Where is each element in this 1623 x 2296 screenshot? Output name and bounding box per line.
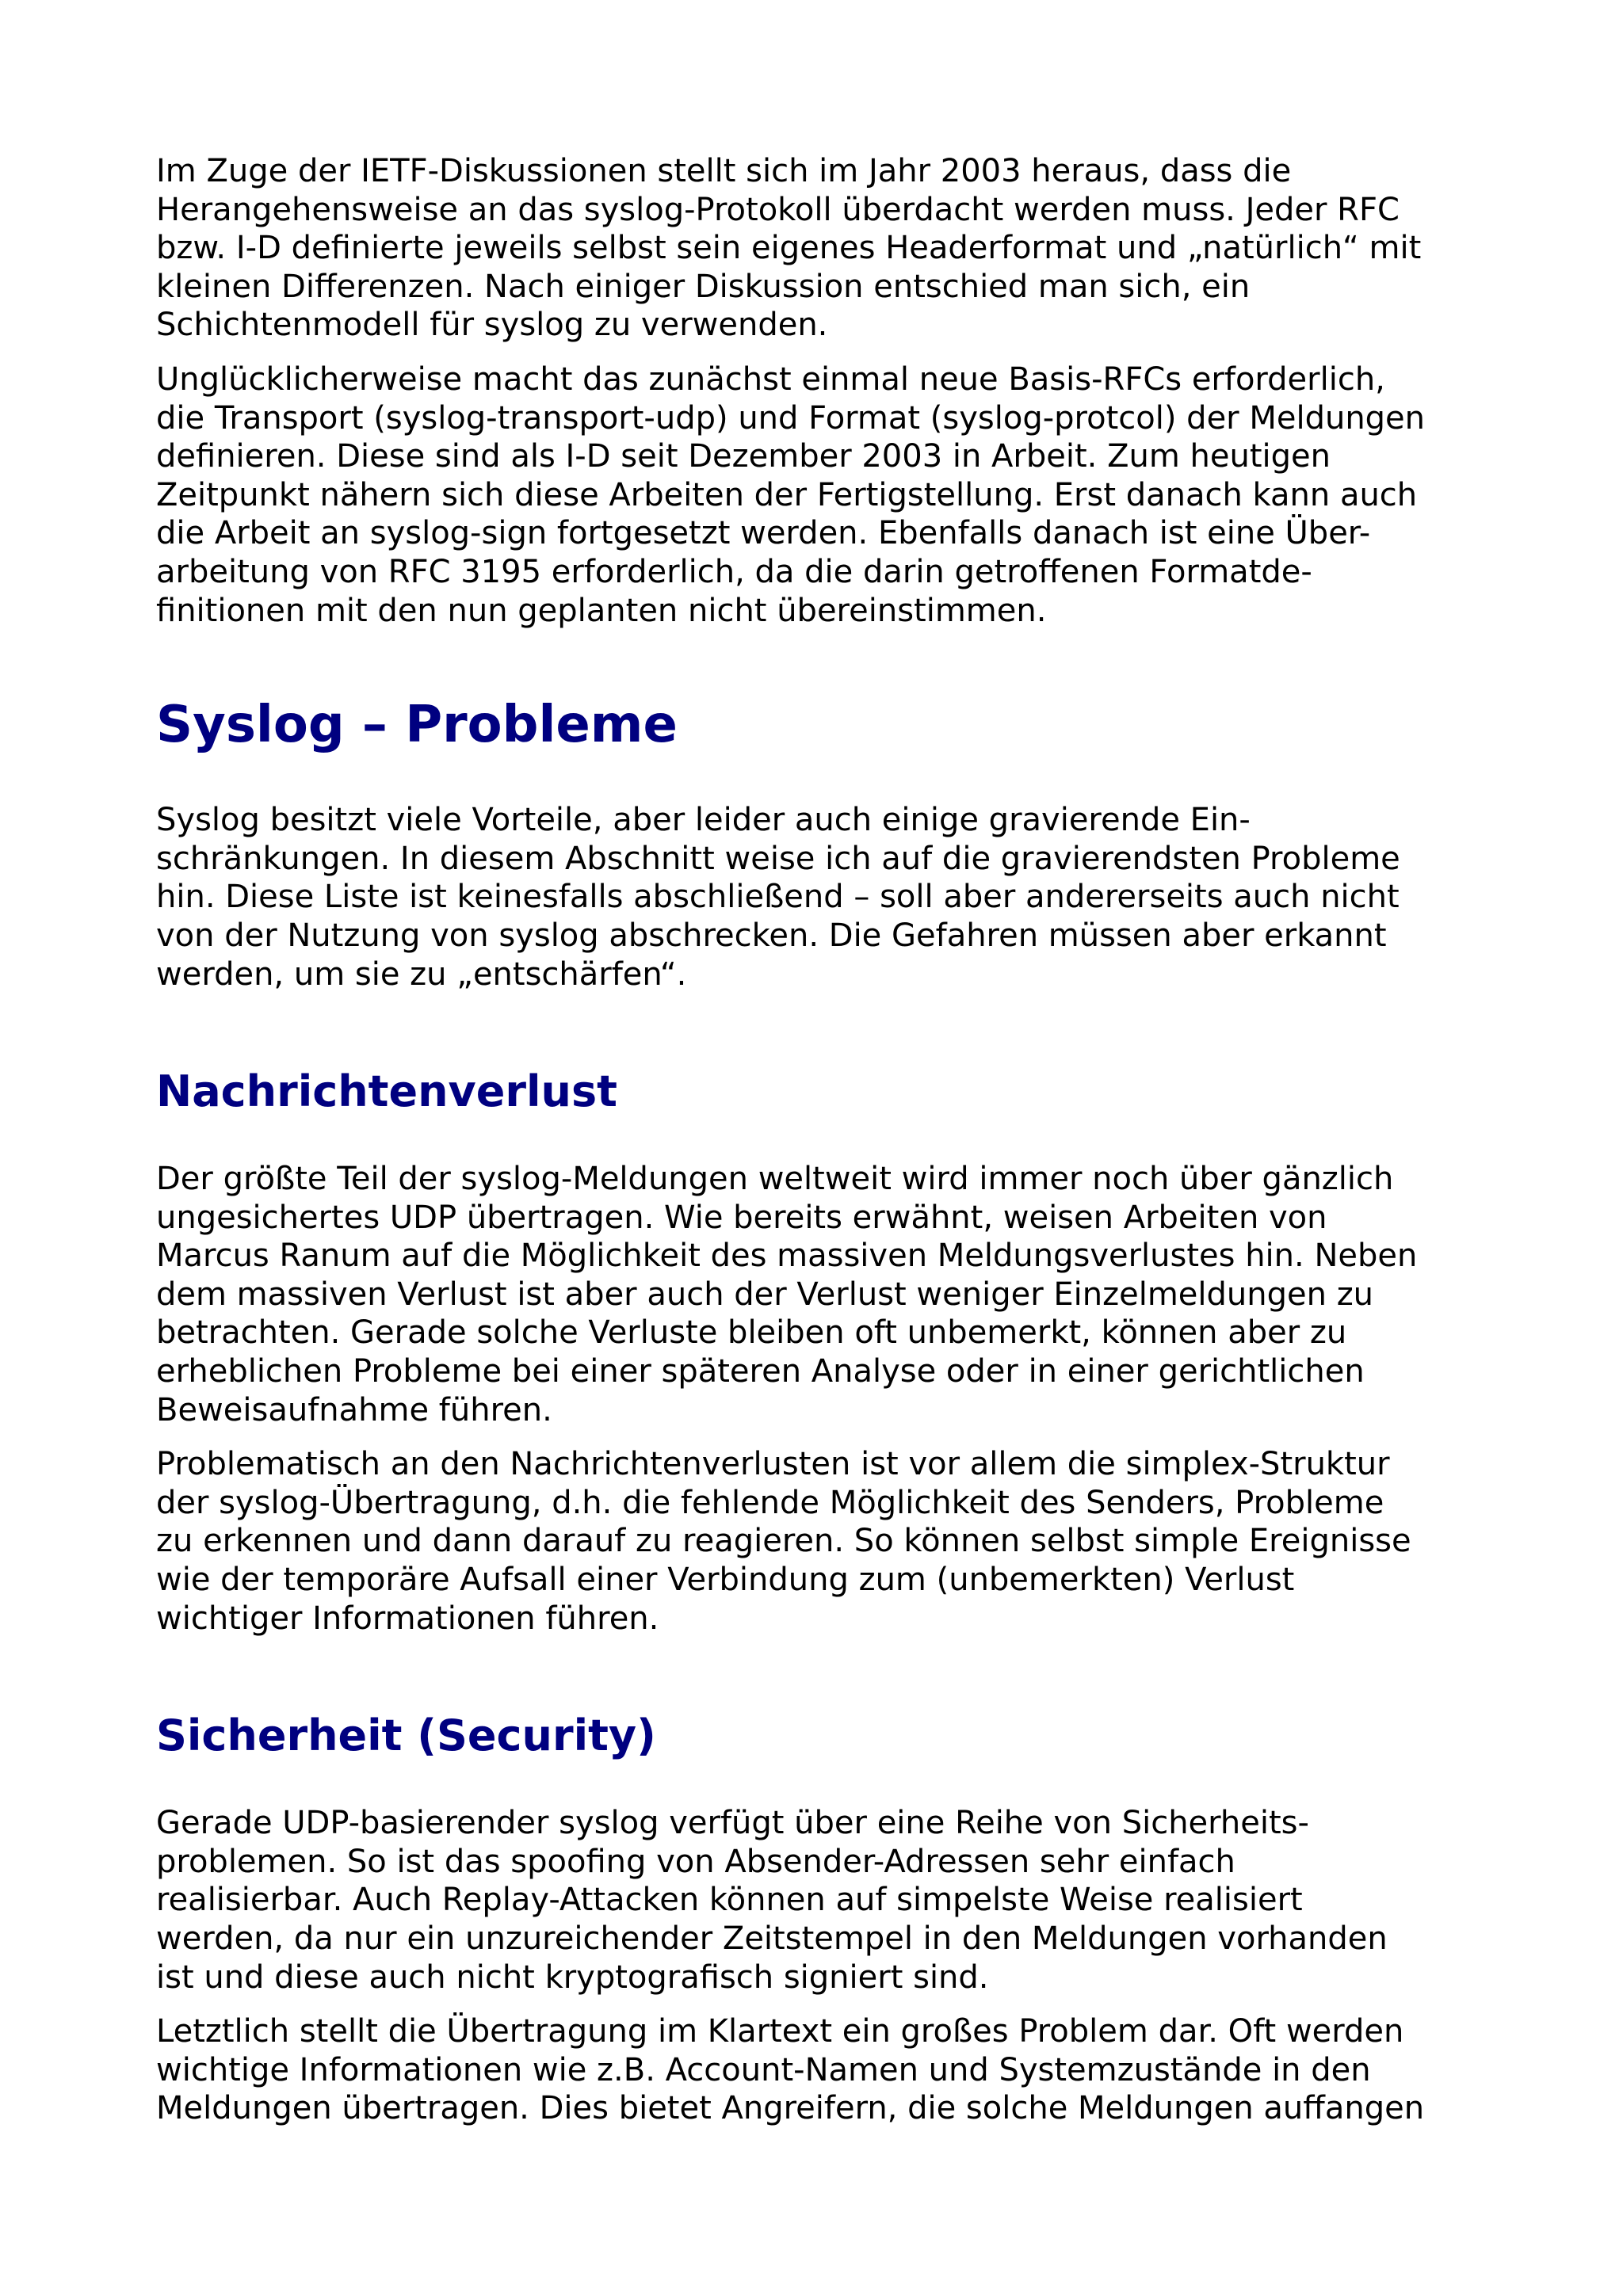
nachrichtenverlust-paragraph-1: Der größte Teil der syslog-Meldungen weltweit wird immer noch über gänzlich ungesichertes UDP übertragen. Wie bereits erwähnt, weisen Arbeiten von Marcus Ranum auf die Möglichkeit des massiven Meldungsverlustes hin. Neben dem massiven Verlust ist aber auch der Verlust weniger Einzelmeldungen zu betrachten. Gerade solche Verluste bleiben oft unbemerkt, können aber zu erheblichen Probleme bei einer späteren Analyse oder in einer gerichtlichen Beweisaufnahme führen. [156,1161,1418,1428]
section-nachrichtenverlust [156,1066,1480,1638]
intro-paragraph-2: Unglücklicherweise macht das zunächst einmal neue Basis-RFCs erforderlich, die Transport (syslog-transport-udp) und Format (syslog-protcol) der Meldungen definieren. Diese sind als I-D seit Dezember 2003 in Arbeit. Zum heutigen Zeitpunkt nähern sich diese Arbeiten der Fertigstellung. Erst danach kann auch die Arbeit an syslog-sign fortgesetzt werden. Ebenfalls danach ist eine Über- arbeitung von RFC 3195 erforderlich, da die darin getroffenen Formatde- finitionen mit den nun geplanten nicht übereinstimmen. [156,360,1426,629]
intro-paragraph-1: Im Zuge der IETF-Diskussionen stellt sich im Jahr 2003 heraus, dass die Herangehensweise an das syslog-Protokoll überdacht werden muss. Jeder RFC bzw. I-D definierte jeweils selbst sein eigenes Headerformat und „natürlich“ mit kleinen Differenzen. Nach einiger Diskussion entschied man sich, ein Schichtenmodell für syslog zu verwenden. [156,153,1422,344]
probleme-paragraph-1: Syslog besitzt viele Vorteile, aber leider auch einige gravierende Ein- schränkungen. In diesem Abschnitt weise ich auf die gravierendsten Probleme hin. Diese Liste ist keinesfalls abschließend – soll aber andererseits auch nicht von der Nutzung von syslog abschrecken. Die Gefahren müssen aber erkannt werden, um sie zu „entschärfen“. [156,802,1400,993]
heading-sicherheit: Sicherheit (Security) [156,1711,656,1761]
section-sicherheit [156,1711,1480,2128]
heading-nachrichtenverlust: Nachrichtenverlust [156,1066,617,1117]
section-intro [156,152,1480,630]
section-syslog-probleme [156,695,1480,994]
heading-syslog-probleme: Syslog – Probleme [156,696,678,755]
nachrichtenverlust-paragraph-2: Problematisch an den Nachrichtenverlusten ist vor allem die simplex-Struktur der syslog-Übertragung, d.h. die fehlende Möglichkeit des Senders, Probleme zu erkennen und dann darauf zu reagieren. So können selbst simple Ereignisse wie der temporäre Aufsall einer Verbindung zum (unbemerkten) Verlust wichtiger Informationen führen. [156,1446,1411,1637]
sicherheit-paragraph-2: Letztlich stellt die Übertragung im Klartext ein großes Problem dar. Oft werden wichtige Informationen wie z.B. Account-Namen und Systemzustände in den Meldungen übertragen. Dies bietet Angreifern, die solche Meldungen auffangen [156,2013,1425,2127]
sicherheit-paragraph-1: Gerade UDP-basierender syslog verfügt über eine Reihe von Sicherheits- problemen. So ist das spoofing von Absender-Adressen sehr einfach realisierbar. Auch Replay-Attacken können auf simpelste Weise realisiert werden, da nur ein unzureichender Zeitstempel in den Meldungen vorhanden ist und diese auch nicht kryptografisch signiert sind. [156,1805,1388,1996]
